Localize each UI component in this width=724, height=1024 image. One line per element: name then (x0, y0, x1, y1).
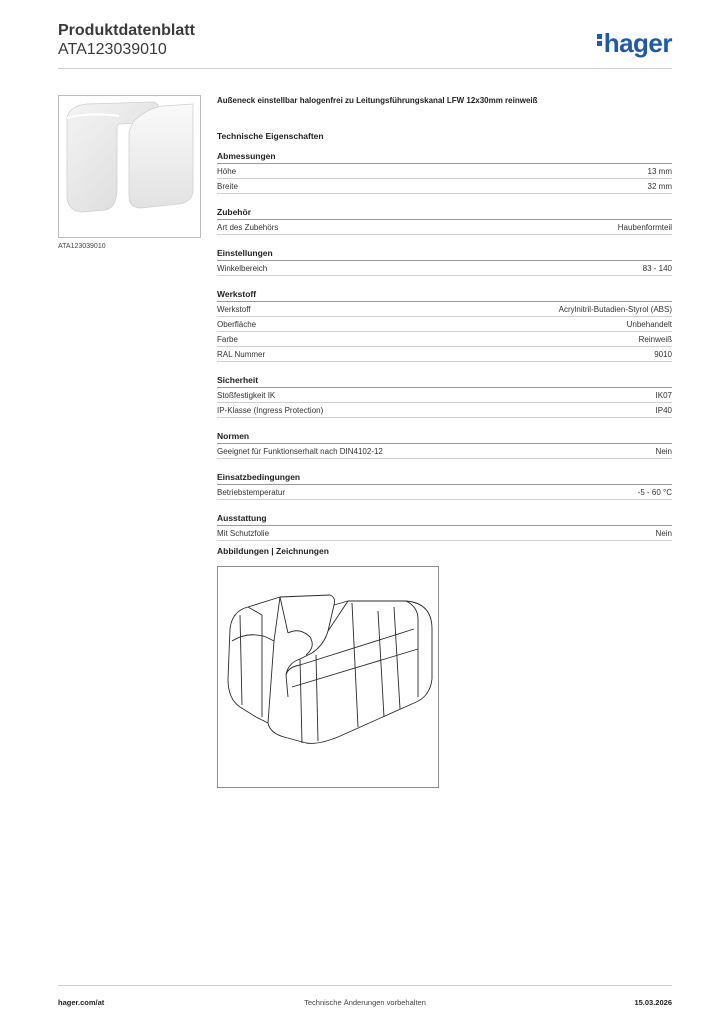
spec-row (217, 179, 672, 194)
logo-dots-icon (597, 34, 603, 48)
spec-group-einsatzbedingungen (217, 472, 672, 500)
spec-row (217, 403, 672, 418)
footer-divider (58, 985, 672, 986)
spec-label: Werkstoff (217, 304, 251, 314)
spec-value: 83 - 140 (642, 263, 672, 273)
spec-row (217, 164, 672, 179)
spec-group-sicherheit (217, 375, 672, 418)
spec-label: Farbe (217, 334, 238, 344)
spec-row (217, 220, 672, 235)
spec-label: Geeignet für Funktionserhalt nach DIN4102-12 (217, 446, 383, 456)
spec-label: Betriebstemperatur (217, 487, 286, 497)
specs-content (217, 95, 672, 541)
spec-label: Oberfläche (217, 319, 257, 329)
spec-row (217, 388, 672, 403)
product-photo (58, 95, 201, 238)
technical-drawing (217, 566, 439, 788)
spec-label: Stoßfestigkeit IK (217, 390, 276, 400)
spec-label: RAL Nummer (217, 349, 266, 359)
spec-value: Nein (655, 528, 672, 538)
spec-row (217, 302, 672, 317)
corner-piece-drawing-icon (218, 567, 438, 787)
spec-value: Haubenformteil (617, 222, 672, 232)
specs-heading: Technische Eigenschaften (217, 131, 324, 141)
spec-group-ausstattung (217, 513, 672, 541)
spec-value: Nein (655, 446, 672, 456)
header-divider (58, 68, 672, 69)
spec-group-title: Werkstoff (217, 289, 672, 302)
spec-value: -5 - 60 °C (637, 487, 672, 497)
spec-group-title: Einstellungen (217, 248, 672, 261)
spec-group-einstellungen (217, 248, 672, 276)
spec-row (217, 444, 672, 459)
spec-group-normen (217, 431, 672, 459)
spec-group-abmessungen (217, 151, 672, 194)
spec-value: 32 mm (647, 181, 672, 191)
corner-piece-photo-icon (59, 96, 201, 238)
spec-group-title: Zubehör (217, 207, 672, 220)
spec-row (217, 526, 672, 541)
footer-notice: Technische Änderungen vorbehalten (304, 998, 426, 1007)
spec-group-title: Normen (217, 431, 672, 444)
spec-value: IK07 (655, 390, 672, 400)
spec-label: Mit Schutzfolie (217, 528, 270, 538)
spec-value: 9010 (654, 349, 672, 359)
spec-label: Art des Zubehörs (217, 222, 279, 232)
spec-group-zubehoer (217, 207, 672, 235)
document-title: Produktdatenblatt (58, 22, 195, 39)
spec-group-title: Ausstattung (217, 513, 672, 526)
footer-date: 15.03.2026 (634, 998, 672, 1007)
spec-row (217, 261, 672, 276)
spec-value: Unbehandelt (626, 319, 672, 329)
spec-group-title: Einsatzbedingungen (217, 472, 672, 485)
spec-row (217, 332, 672, 347)
spec-value: 13 mm (647, 166, 672, 176)
spec-value: Acrylnitril-Butadien-Styrol (ABS) (558, 304, 672, 314)
spec-group-title: Sicherheit (217, 375, 672, 388)
hager-logo[interactable] (597, 28, 672, 59)
image-caption: ATA123039010 (58, 243, 106, 250)
product-description: Außeneck einstellbar halogenfrei zu Leitungsführungskanal LFW 12x30mm reinweiß (217, 96, 538, 105)
spec-label: Winkelbereich (217, 263, 268, 273)
footer-website-link[interactable]: hager.com/at (58, 998, 105, 1007)
spec-group-title: Abmessungen (217, 151, 672, 164)
spec-row (217, 317, 672, 332)
spec-label: Breite (217, 181, 238, 191)
spec-label: IP-Klasse (Ingress Protection) (217, 405, 324, 415)
spec-value: Reinweiß (638, 334, 672, 344)
logo-text: hager (603, 28, 672, 58)
article-number: ATA123039010 (58, 41, 167, 58)
spec-group-werkstoff (217, 289, 672, 362)
spec-label: Höhe (217, 166, 237, 176)
spec-row (217, 485, 672, 500)
spec-row (217, 347, 672, 362)
spec-value: IP40 (655, 405, 672, 415)
drawings-heading: Abbildungen | Zeichnungen (217, 546, 329, 556)
page-header (58, 22, 672, 68)
